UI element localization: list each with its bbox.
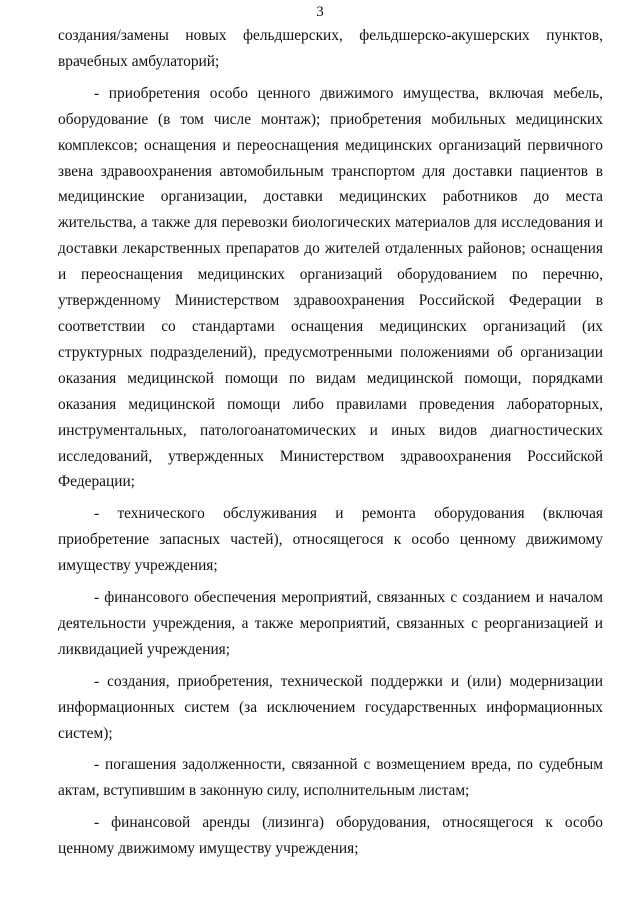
page-number: 3 xyxy=(316,4,324,20)
paragraph-information-systems: - создания, приобретения, технической поддержки и (или) модернизации информационных систем (за исключением государственных информационных систем); xyxy=(58,672,603,742)
paragraph-leasing: - финансовой аренды (лизинга) оборудования, относящегося к особо ценному движимому имуществу учреждения; xyxy=(58,814,603,858)
paragraph-equipment-acquisition: - приобретения особо ценного движимого имущества, включая мебель, оборудование (в том числе монтаж); приобретения мобильных медицинских комплексов; оснащения и переоснащения медицинских организаций первичного звена здравоохранения автомобильным транспортом для доставки пациентов в медицинские организации, доставки медицинских работников до места жительства, а также для перевозки биологических материалов для исследования и доставки лекарственных препаратов до жителей отдаленных районов; оснащения и переоснащения медицинских организаций оборудованием по перечню, утвержденному Министерством здравоохранения Российской Федерации в соответствии со стандартами оснащения медицинских организаций (их структурных подразделений), предусмотренными положениями об организации оказания медицинской помощи по видам медицинской помощи, порядками оказания медицинской помощи либо правилами проведения лабораторных, инструментальных, патологоанатомических и иных видов диагностических исследований, утвержденных Министерством здравоохранения Российской Федерации; xyxy=(58,84,603,491)
paragraph-financing-activities: - финансового обеспечения мероприятий, связанных с созданием и началом деятельности учреждения, а также мероприятий, связанных с реорганизацией и ликвидацией учреждения; xyxy=(58,589,603,658)
paragraph-debt-repayment: - погашения задолженности, связанной с возмещением вреда, по судебным актам, вступившим в законную силу, исполнительным листам; xyxy=(58,756,603,800)
paragraph-maintenance: - технического обслуживания и ремонта оборудования (включая приобретение запасных частей), относящегося к особо ценному движимому имуществу учреждения; xyxy=(58,505,603,575)
paragraph-continuation: создания/замены новых фельдшерских, фельдшерско-акушерских пунктов, врачебных амбулаторий; xyxy=(58,27,603,70)
document-body xyxy=(58,23,603,862)
